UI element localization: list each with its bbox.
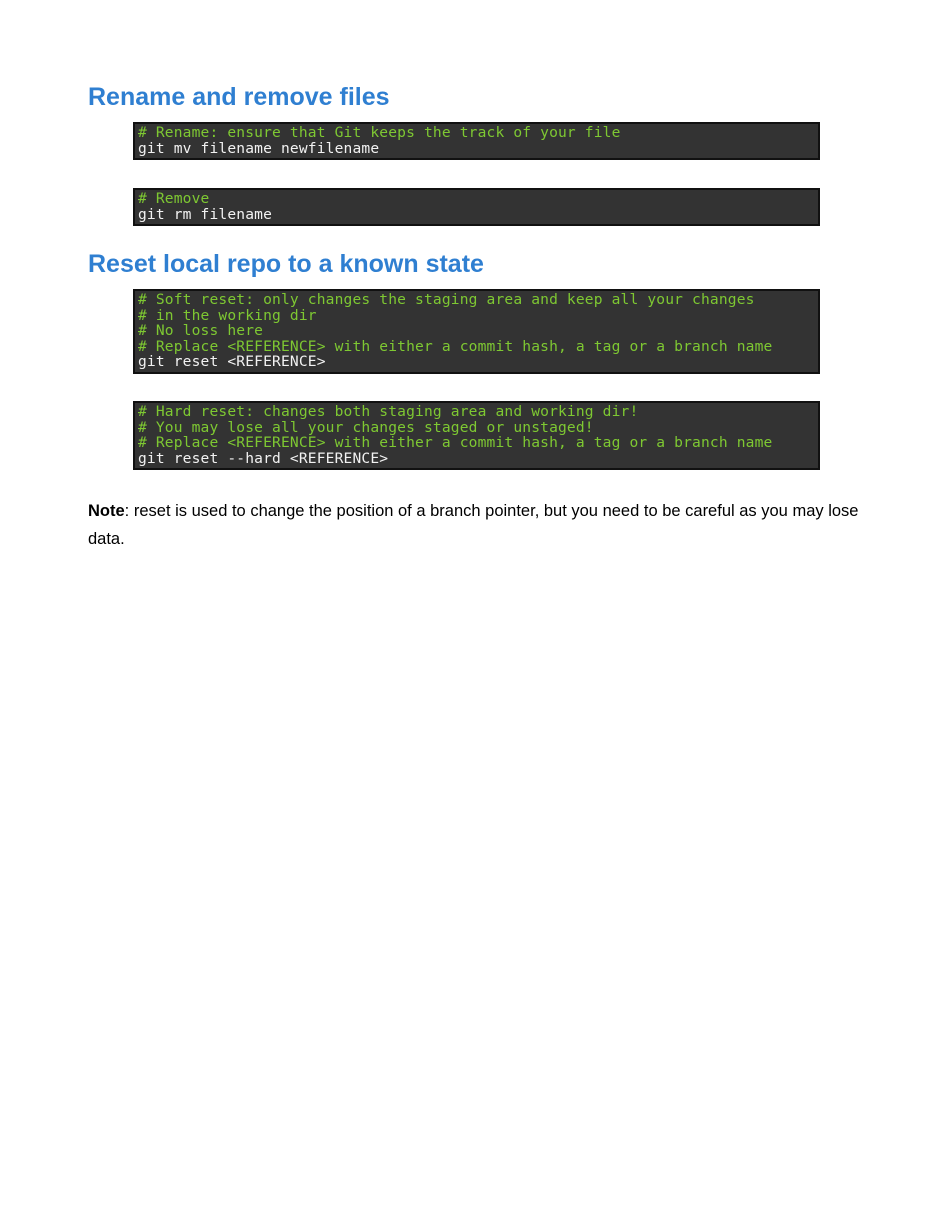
code-block-remove bbox=[133, 188, 820, 226]
code-block-hard-reset bbox=[133, 401, 820, 470]
note-text: : reset is used to change the position of a branch pointer, but you need to be careful as you may lose data. bbox=[88, 502, 859, 548]
note-label: Note bbox=[88, 502, 125, 520]
section-heading-rename-remove: Rename and remove files bbox=[88, 83, 390, 111]
code-comment-line: # Soft reset: only changes the staging area and keep all your changes bbox=[138, 292, 755, 308]
code-block-soft-reset bbox=[133, 289, 820, 374]
code-comment-line: # Replace <REFERENCE> with either a commit hash, a tag or a branch name bbox=[138, 435, 773, 451]
code-command-line: git mv filename newfilename bbox=[138, 140, 380, 157]
code-comment-line: # Rename: ensure that Git keeps the track of your file bbox=[138, 125, 621, 141]
code-comment-line: # No loss here bbox=[138, 323, 264, 339]
section-heading-reset: Reset local repo to a known state bbox=[88, 250, 484, 278]
code-command-line: git reset <REFERENCE> bbox=[138, 354, 326, 370]
code-comment-line: # Remove bbox=[138, 191, 210, 207]
code-comment-line: # Hard reset: changes both staging area and working dir! bbox=[138, 404, 639, 420]
code-comment-line: # Replace <REFERENCE> with either a commit hash, a tag or a branch name bbox=[138, 338, 773, 355]
code-comment-line: # in the working dir bbox=[138, 307, 317, 324]
code-block-rename bbox=[133, 122, 820, 160]
code-command-line: git rm filename bbox=[138, 206, 273, 223]
code-comment-line: # You may lose all your changes staged or unstaged! bbox=[138, 419, 594, 436]
note-paragraph bbox=[88, 497, 866, 553]
code-command-line: git reset --hard <REFERENCE> bbox=[138, 450, 389, 467]
